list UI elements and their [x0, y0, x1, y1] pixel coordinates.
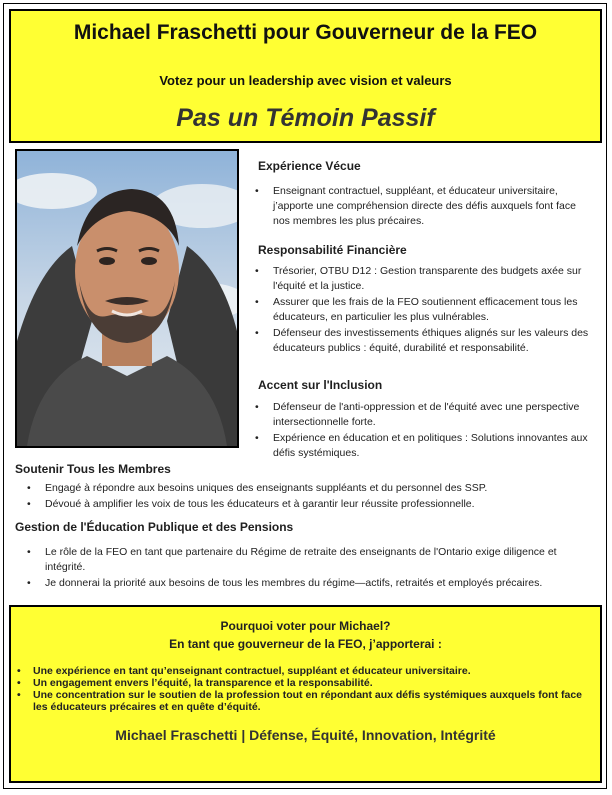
list-item: • Expérience en éducation et en politiques : Solutions innovantes aux défis systémiques.: [249, 431, 594, 461]
why-vote-intro: En tant que gouverneur de la FEO, j’apporterai :: [169, 637, 442, 651]
list-item: • Je donnerai la priorité aux besoins de tous les membres du régime—actifs, retraités et employés précaires.: [21, 576, 581, 591]
list-item: • Défenseur de l'anti-oppression et de l'équité avec une perspective intersectionnelle forte.: [249, 400, 594, 430]
list-item: • Une expérience en tant qu’enseignant contractuel, suppléant et éducateur universitaire.: [15, 665, 590, 677]
section-title-finance: Responsabilité Financière: [258, 243, 407, 257]
why-vote-question: Pourquoi voter pour Michael?: [220, 619, 391, 633]
finance-list: [249, 264, 594, 357]
candidate-photo: [15, 149, 239, 448]
page-title: Michael Fraschetti pour Gouverneur de la FEO: [73, 21, 538, 44]
signature-line: Michael Fraschetti | Défense, Équité, Innovation, Intégrité: [115, 727, 496, 743]
section-title-experience: Expérience Vécue: [258, 159, 361, 173]
page-subtitle: Votez pour un leadership avec vision et valeurs: [159, 73, 452, 88]
why-vote-block: [11, 617, 600, 653]
members-list: [21, 481, 596, 513]
footer-banner: [9, 605, 602, 783]
list-item: • Enseignant contractuel, suppléant, et éducateur universitaire, j’apporte une compréhension directe des défis auxquels font face nos membres les plus précaires.: [249, 184, 594, 229]
list-item: • Trésorier, OTBU D12 : Gestion transparente des budgets axée sur l'équité et la justice.: [249, 264, 594, 294]
list-item: • Engagé à répondre aux besoins uniques des enseignants suppléants et du personnel des SSP.: [21, 481, 596, 496]
pensions-list: [21, 545, 581, 592]
list-item: • Un engagement envers l’équité, la transparence et la responsabilité.: [15, 677, 590, 689]
campaign-slogan: Pas un Témoin Passif: [176, 104, 435, 132]
list-item: • Assurer que les frais de la FEO soutiennent efficacement tous les éducateurs, en particulier les plus vulnérables.: [249, 295, 594, 325]
list-item: • Une concentration sur le soutien de la profession tout en répondant aux défis systémiques auxquels font face les éducateurs précaires et en quête d’équité.: [15, 689, 590, 713]
list-item: • Défenseur des investissements éthiques alignés sur les valeurs des éducateurs publics : équité, durabilité et responsabilité.: [249, 326, 594, 356]
portrait-illustration: [17, 151, 237, 446]
footer-list: [15, 665, 590, 713]
section-title-inclusion: Accent sur l'Inclusion: [258, 378, 383, 392]
inclusion-list: [249, 400, 594, 462]
experience-list: [249, 184, 594, 230]
section-title-pensions: Gestion de l'Éducation Publique et des Pensions: [15, 520, 294, 534]
section-title-members: Soutenir Tous les Membres: [15, 462, 171, 476]
list-item: • Dévoué à amplifier les voix de tous les éducateurs et à garantir leur réussite professionnelle.: [21, 497, 596, 512]
header-banner: [9, 9, 602, 143]
list-item: • Le rôle de la FEO en tant que partenaire du Régime de retraite des enseignants de l'Ontario exige diligence et intégrité.: [21, 545, 581, 575]
